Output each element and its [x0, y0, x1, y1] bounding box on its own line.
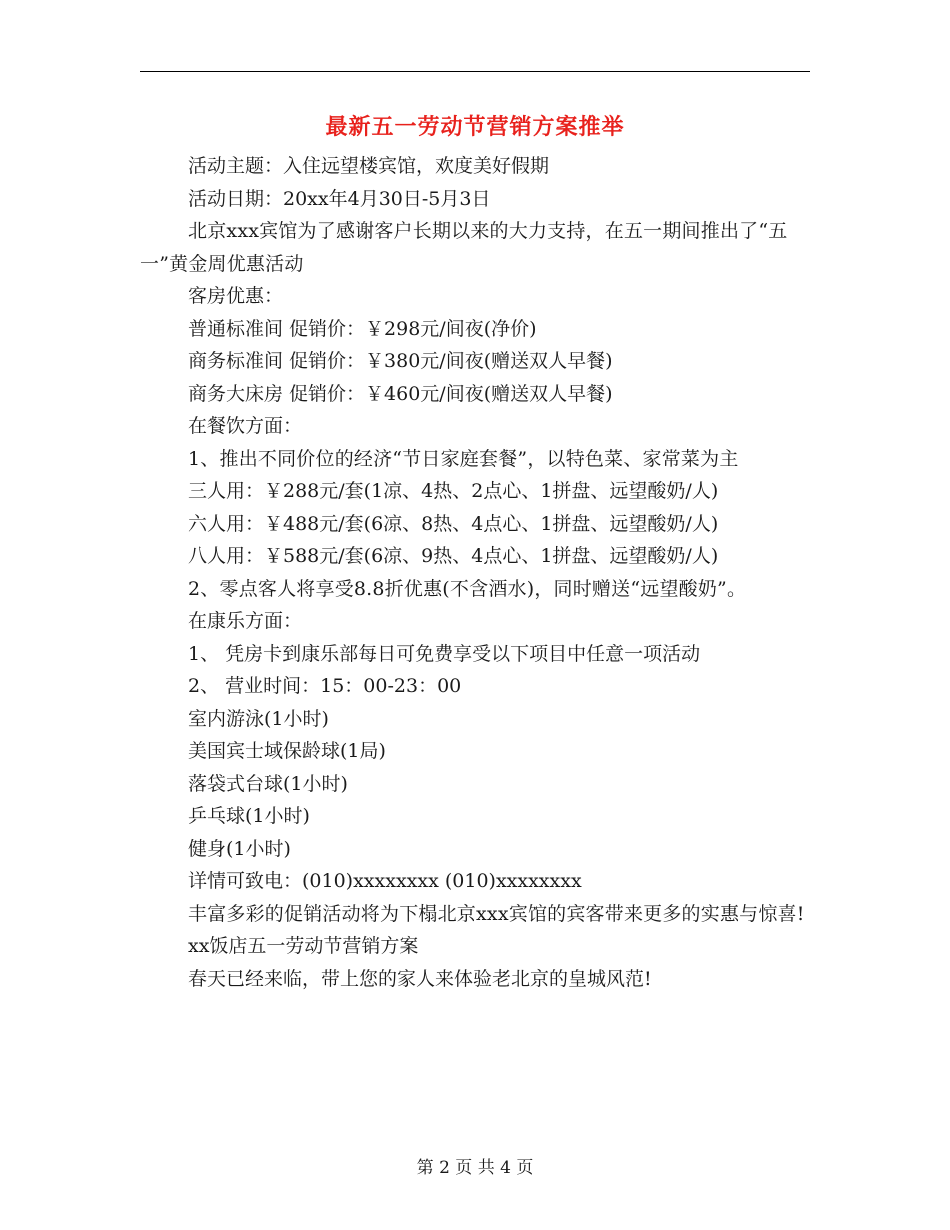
- paragraph-pingpong: 乒乓球(1小时): [188, 805, 310, 827]
- paragraph-closing: 丰富多彩的促销活动将为下榻北京xxx宾馆的宾客带来更多的实惠与惊喜!: [188, 902, 805, 925]
- paragraph-set-six: 六人用：￥488元/套(6凉、8热、4点心、1拼盘、远望酸奶/人): [188, 512, 719, 535]
- paragraph-section-title: xx饭店五一劳动节营销方案: [188, 935, 419, 957]
- paragraph-fitness: 健身(1小时): [188, 837, 291, 860]
- paragraph-recreation-heading: 在康乐方面：: [188, 610, 303, 632]
- document-title: 最新五一劳动节营销方案推举: [325, 114, 625, 140]
- page-footer: 第 2 页 共 4 页: [416, 1158, 534, 1178]
- paragraph-date: 活动日期：20xx年4月30日-5月3日: [188, 187, 491, 210]
- paragraph-recreation-1: 1、 凭房卡到康乐部每日可免费享受以下项目中任意一项活动: [188, 642, 701, 665]
- document-body: [140, 150, 810, 995]
- paragraph-billiards: 落袋式台球(1小时): [188, 772, 348, 795]
- paragraph-swimming: 室内游泳(1小时): [188, 707, 329, 730]
- paragraph-set-eight: 八人用：￥588元/套(6凉、9热、4点心、1拼盘、远望酸奶/人): [188, 545, 719, 567]
- paragraph-theme: 活动主题：入住远望楼宾馆，欢度美好假期: [188, 155, 550, 177]
- paragraph-dining-heading: 在餐饮方面：: [188, 415, 303, 437]
- paragraph-bowling: 美国宾士域保龄球(1局): [188, 740, 386, 762]
- paragraph-room-business: 商务标准间 促销价：￥380元/间夜(赠送双人早餐): [188, 350, 613, 372]
- paragraph-contact: 详情可致电：(010)xxxxxxxx (010)xxxxxxxx: [188, 870, 582, 892]
- paragraph-dining-1: 1、推出不同价位的经济“节日家庭套餐”，以特色菜、家常菜为主: [188, 447, 739, 470]
- paragraph-dining-2: 2、零点客人将享受8.8折优惠(不含酒水)，同时赠送“远望酸奶”。: [188, 577, 747, 600]
- header-rule: [140, 71, 810, 72]
- paragraph-intro: 北京xxx宾馆为了感谢客户长期以来的大力支持，在五一期间推出了“五一”黄金周优惠活动: [140, 220, 788, 275]
- paragraph-room-king: 商务大床房 促销价：￥460元/间夜(赠送双人早餐): [188, 382, 613, 405]
- paragraph-spring: 春天已经来临，带上您的家人来体验老北京的皇城风范!: [188, 967, 652, 990]
- paragraph-room-standard: 普通标准间 促销价：￥298元/间夜(净价): [188, 317, 537, 340]
- paragraph-room-heading: 客房优惠：: [188, 285, 284, 307]
- paragraph-recreation-2: 2、 营业时间：15：00-23：00: [188, 675, 462, 697]
- paragraph-set-three: 三人用：￥288元/套(1凉、4热、2点心、1拼盘、远望酸奶/人): [188, 480, 719, 502]
